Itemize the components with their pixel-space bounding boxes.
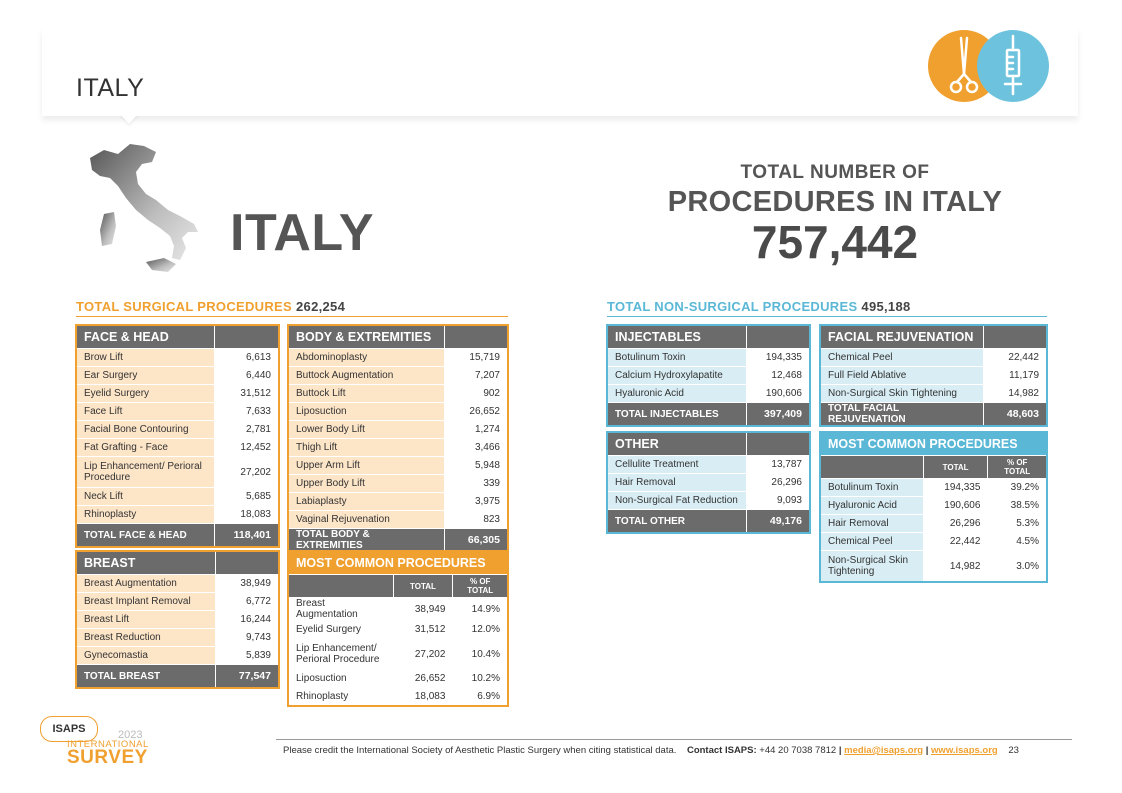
italy-map: [84, 140, 204, 280]
table-row: Lip Enhancement/ Perioral Procedure 27,202 10.4%: [289, 639, 508, 670]
table-total-row: TOTAL BODY & EXTREMITIES 66,305: [289, 529, 508, 552]
nonsurgical-circle: [977, 30, 1049, 102]
table-row: Eyelid Surgery 31,512: [77, 385, 279, 403]
syringe-icon: [977, 30, 1049, 102]
table-row: Upper Arm Lift 5,948: [289, 457, 508, 475]
table-row: Facial Bone Contouring 2,781: [77, 421, 279, 439]
table-row: Breast Implant Removal 6,772: [77, 593, 279, 611]
table-row: Full Field Ablative 11,179: [821, 367, 1047, 385]
table-row: Hair Removal 26,296 5.3%: [821, 515, 1047, 533]
table-row: Liposuction 26,652: [289, 403, 508, 421]
footer-phone: +44 20 7038 7812: [759, 745, 837, 756]
table-row: Hyaluronic Acid 190,606 38.5%: [821, 497, 1047, 515]
nonsurgical-total: 495,188: [861, 299, 911, 314]
table-row: Upper Body Lift 339: [289, 475, 508, 493]
table-title: INJECTABLES: [608, 326, 747, 349]
total-value: 757,442: [751, 216, 919, 268]
country-name: ITALY: [230, 204, 375, 262]
surgical-most-common-table: [288, 551, 508, 706]
table-row: Rhinoplasty 18,083 6.9%: [289, 688, 508, 706]
body-extremities-table: [288, 325, 508, 552]
table-row: Gynecomastia 5,839: [77, 647, 279, 665]
table-row: Calcium Hydroxylapatite 12,468: [608, 367, 810, 385]
table-row: Breast Augmentation 38,949 14.9%: [289, 598, 508, 621]
footer-email-link[interactable]: media@isaps.org: [844, 745, 924, 756]
table-total-row: TOTAL OTHER 49,176: [608, 510, 810, 533]
table-title: FACE & HEAD: [77, 326, 215, 349]
table-row: Cellulite Treatment 13,787: [608, 456, 810, 474]
footer-sep: |: [925, 745, 929, 756]
facial-rejuvenation-table: [820, 325, 1047, 426]
footer-sep: |: [838, 745, 842, 756]
table-row: Lower Body Lift 1,274: [289, 421, 508, 439]
surgical-title: [76, 299, 508, 317]
table-row: Thigh Lift 3,466: [289, 439, 508, 457]
page-number: 23: [1008, 745, 1019, 756]
table-title: BREAST: [77, 552, 216, 575]
total-line1: TOTAL NUMBER OF: [740, 162, 930, 183]
table-row: Vaginal Rejuvenation 823: [289, 511, 508, 529]
header-band: [42, 28, 1078, 116]
table-total-row: TOTAL FACE & HEAD 118,401: [77, 524, 279, 547]
footer-credit: Please credit the International Society of Aesthetic Plastic Surgery when citing statistical data.: [283, 745, 677, 756]
table-row: Non-Surgical Fat Reduction 9,093: [608, 492, 810, 510]
nonsurgical-title-label: TOTAL NON-SURGICAL PROCEDURES: [607, 299, 858, 314]
col-pct: % OF TOTAL: [988, 456, 1047, 479]
table-row: Chemical Peel 22,442: [821, 349, 1047, 367]
logo-isaps: ISAPS: [40, 716, 98, 742]
page-title: ITALY: [76, 74, 145, 102]
table-title: OTHER: [608, 433, 747, 456]
logo-survey: SURVEY: [67, 747, 148, 768]
table-total-row: TOTAL INJECTABLES 397,409: [608, 403, 810, 426]
table-row: Ear Surgery 6,440: [77, 367, 279, 385]
col-total: TOTAL: [393, 575, 453, 598]
nonsurgical-title: [607, 299, 1047, 317]
table-row: Buttock Lift 902: [289, 385, 508, 403]
table-row: Brow Lift 6,613: [77, 349, 279, 367]
table-row: Liposuction 26,652 10.2%: [289, 670, 508, 688]
table-row: Non-Surgical Skin Tightening 14,982 3.0%: [821, 551, 1047, 582]
table-row: Breast Reduction 9,743: [77, 629, 279, 647]
col-total: TOTAL: [923, 456, 988, 479]
table-row: Fat Grafting - Face 12,452: [77, 439, 279, 457]
table-row: Non-Surgical Skin Tightening 14,982: [821, 385, 1047, 403]
injectables-table: [607, 325, 810, 426]
table-row: Breast Lift 16,244: [77, 611, 279, 629]
table-title: FACIAL REJUVENATION: [821, 326, 984, 349]
table-row: Buttock Augmentation 7,207: [289, 367, 508, 385]
table-row: Hyaluronic Acid 190,606: [608, 385, 810, 403]
footer: [283, 745, 1019, 756]
table-total-row: TOTAL FACIAL REJUVENATION 48,603: [821, 403, 1047, 426]
nonsurgical-most-common-table: [820, 432, 1047, 582]
table-row: Botulinum Toxin 194,335 39.2%: [821, 479, 1047, 497]
footer-site-link[interactable]: www.isaps.org: [931, 745, 998, 756]
footer-divider: [276, 739, 1072, 740]
logo-international: INTERNATIONAL: [67, 739, 149, 750]
table-total-row: TOTAL BREAST 77,547: [77, 665, 279, 688]
table-row: Botulinum Toxin 194,335: [608, 349, 810, 367]
table-row: Abdominoplasty 15,719: [289, 349, 508, 367]
breast-table: [76, 551, 279, 688]
table-title: MOST COMMON PROCEDURES: [289, 552, 508, 575]
table-row: Lip Enhancement/ Perioral Procedure 27,202: [77, 457, 279, 488]
header-pointer: [120, 114, 138, 124]
col-pct: % OF TOTAL: [453, 575, 508, 598]
table-title: MOST COMMON PROCEDURES: [821, 433, 1047, 456]
table-row: Eyelid Surgery 31,512 12.0%: [289, 621, 508, 639]
face-head-table: [76, 325, 279, 547]
total-procedures: [640, 162, 1030, 269]
table-row: Chemical Peel 22,442 4.5%: [821, 533, 1047, 551]
table-title: BODY & EXTREMITIES: [289, 326, 445, 349]
other-table: [607, 432, 810, 533]
total-line2: PROCEDURES IN ITALY: [667, 186, 1003, 218]
table-row: Neck Lift 5,685: [77, 488, 279, 506]
table-row: Breast Augmentation 38,949: [77, 575, 279, 593]
table-row: Labiaplasty 3,975: [289, 493, 508, 511]
surgical-title-label: TOTAL SURGICAL PROCEDURES: [76, 299, 293, 314]
table-row: Hair Removal 26,296: [608, 474, 810, 492]
surgical-total: 262,254: [296, 299, 346, 314]
logo-year: 2023: [118, 729, 143, 741]
table-row: Rhinoplasty 18,083: [77, 506, 279, 524]
footer-contact-label: Contact ISAPS:: [686, 745, 757, 756]
table-row: Face Lift 7,633: [77, 403, 279, 421]
